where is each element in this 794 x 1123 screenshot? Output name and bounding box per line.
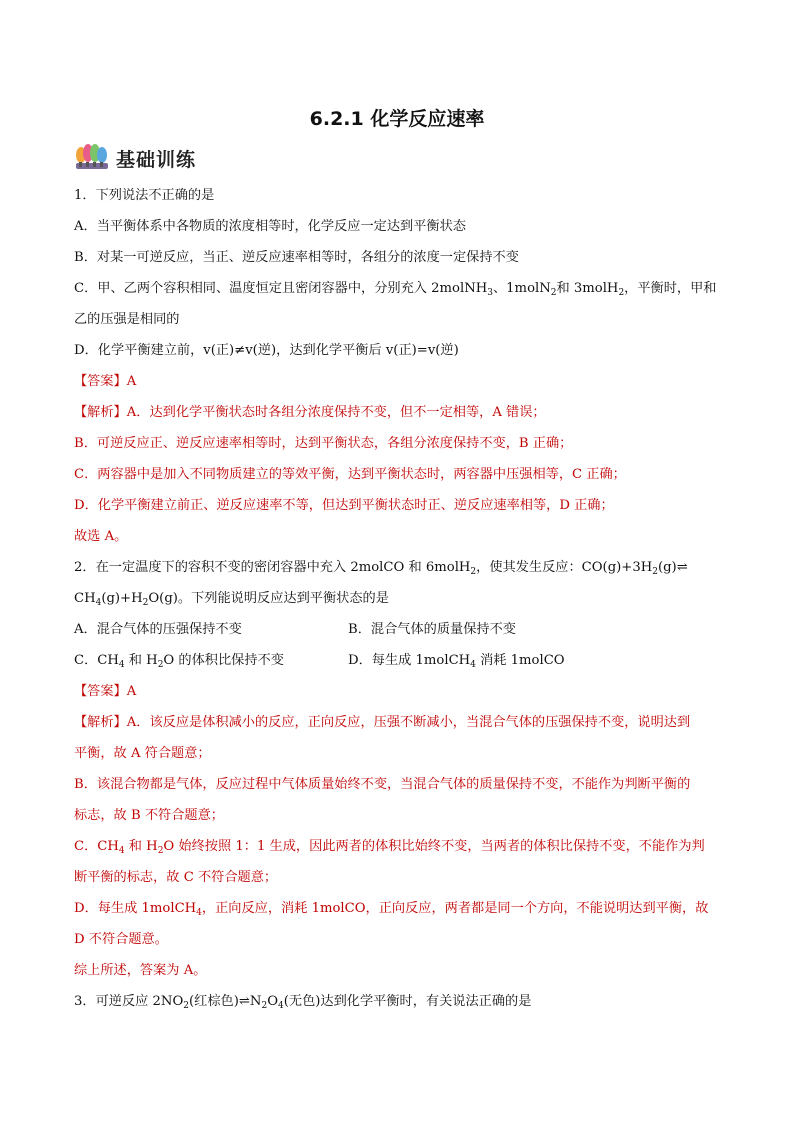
q1-option-b: B．对某一可逆反应，当正、逆反应速率相等时，各组分的浓度一定保持不变	[74, 250, 519, 265]
sub: 2	[470, 567, 477, 577]
sub: 2	[183, 1001, 189, 1011]
text: 和 H	[124, 839, 158, 854]
sub: 4	[95, 598, 102, 608]
text: D．每生成 1molCH	[74, 901, 197, 916]
text: 2．在一定温度下的容积不变的密闭容器中充入 2molCO 和 6molH	[74, 560, 471, 575]
q2-analysis-a2: 平衡，故 A 符合题意；	[74, 746, 211, 761]
page-title: 6.2.1 化学反应速率	[309, 108, 485, 130]
text: A．达到化学平衡状态时各组分浓度保持不变，但不一定相等，A 错误；	[126, 405, 546, 420]
text: O(g)。下列能说明反应达到平衡状态的是	[148, 591, 389, 606]
q1-answer	[74, 373, 726, 391]
sub: 2	[157, 846, 164, 856]
sub: 4	[118, 846, 125, 856]
text: A．该反应是体积减小的反应，正向反应，压强不断减小，当混合气体的压强保持不变，说明达到	[126, 715, 691, 730]
text: 、1molN	[492, 281, 551, 296]
text: 消耗 1molCO	[475, 653, 565, 668]
answer-label: 【答案】	[74, 684, 127, 699]
text: 和 3molH	[556, 281, 619, 296]
text: CH	[74, 591, 96, 606]
q2-analysis-b1: B．该混合物都是气体，反应过程中气体质量始终不变，当混合气体的质量保持不变，不能作为判断平衡的	[74, 777, 691, 792]
q2-option-d	[348, 652, 565, 670]
sub: 2	[261, 1001, 268, 1011]
q2-analysis-b2: 标志，故 B 不符合题意；	[74, 808, 224, 823]
text: (无色)达到化学平衡时，有关说法正确的是	[283, 994, 532, 1009]
sub: 2	[618, 288, 625, 298]
section-badge	[74, 142, 196, 174]
text: (g)⇌	[657, 560, 688, 575]
text: (g)+H	[101, 591, 143, 606]
q1-option-c-cont: 乙的压强是相同的	[74, 312, 180, 327]
q1-analysis-3: C．两容器中是加入不同物质建立的等效平衡，达到平衡状态时，两容器中压强相等，C 正确；	[74, 467, 626, 482]
analysis-label: 【解析】	[74, 715, 127, 730]
text: O 的体积比保持不变	[163, 653, 284, 668]
q2-conclusion: 综上所述，答案为 A。	[74, 963, 207, 978]
q2-stem	[74, 559, 726, 577]
sub: 4	[196, 908, 202, 918]
q2-analysis-d2: D 不符合题意。	[74, 932, 168, 947]
text: O	[267, 994, 278, 1009]
q2-option-a: A．混合气体的压强保持不变	[74, 622, 242, 637]
answer-label: 【答案】	[74, 374, 127, 389]
q2-answer	[74, 683, 726, 701]
q1-stem: 1．下列说法不正确的是	[74, 188, 215, 203]
text: ，使其发生反应：CO(g)+3H	[476, 560, 653, 575]
q2-option-c	[74, 652, 284, 670]
text: ，平衡时，甲和	[624, 281, 717, 296]
text: C．甲、乙两个容积相同、温度恒定且密闭容器中，分别充入 2molNH	[74, 281, 488, 296]
q1-analysis-1	[74, 404, 726, 422]
q2-analysis-c1	[74, 838, 726, 856]
text: D．每生成 1molCH	[348, 653, 471, 668]
brush-icon	[74, 143, 110, 173]
text: C．CH	[74, 839, 119, 854]
q2-analysis-d1	[74, 900, 726, 918]
text: C．CH	[74, 653, 119, 668]
sub: 2	[550, 288, 557, 298]
answer-value: A	[126, 684, 137, 699]
q2-analysis-a1	[74, 714, 726, 732]
q2-stem-cont	[74, 590, 726, 608]
q1-analysis-4: D．化学平衡建立前正、逆反应速率不等，但达到平衡状态时正、逆反应速率相等，D 正确；	[74, 498, 614, 513]
q2-analysis-c2: 断平衡的标志，故 C 不符合题意；	[74, 870, 278, 885]
analysis-label: 【解析】	[74, 405, 127, 420]
sub: 4	[118, 660, 125, 670]
q1-option-a: A．当平衡体系中各物质的浓度相等时，化学反应一定达到平衡状态	[74, 219, 466, 234]
q1-option-d: D．化学平衡建立前，v(正)≠v(逆)，达到化学平衡后 v(正)=v(逆)	[74, 343, 459, 358]
sub: 2	[652, 567, 658, 577]
section-label: 基础训练	[116, 148, 197, 171]
sub: 2	[142, 598, 149, 608]
text: (红棕色)⇌N	[189, 994, 262, 1009]
q2-option-b: B．混合气体的质量保持不变	[348, 622, 516, 637]
text: 和 H	[124, 653, 158, 668]
answer-value: A	[126, 374, 137, 389]
sub: 4	[470, 660, 476, 670]
sub: 4	[278, 1001, 284, 1011]
sub: 2	[157, 660, 164, 670]
sub: 3	[487, 288, 493, 298]
text: 3．可逆反应 2NO	[74, 994, 184, 1009]
q1-option-c	[74, 280, 726, 298]
text: O 始终按照 1：1 生成，因此两者的体积比始终不变，当两者的体积比保持不变，不能作为判	[163, 839, 705, 854]
q1-analysis-2: B．可逆反应正、逆反应速率相等时，达到平衡状态，各组分浓度保持不变，B 正确；	[74, 436, 573, 451]
q3-stem	[74, 993, 726, 1011]
text: ，正向反应，消耗 1molCO，正向反应，两者都是同一个方向，不能说明达到平衡，故	[201, 901, 709, 916]
q1-conclusion: 故选 A。	[74, 529, 128, 544]
